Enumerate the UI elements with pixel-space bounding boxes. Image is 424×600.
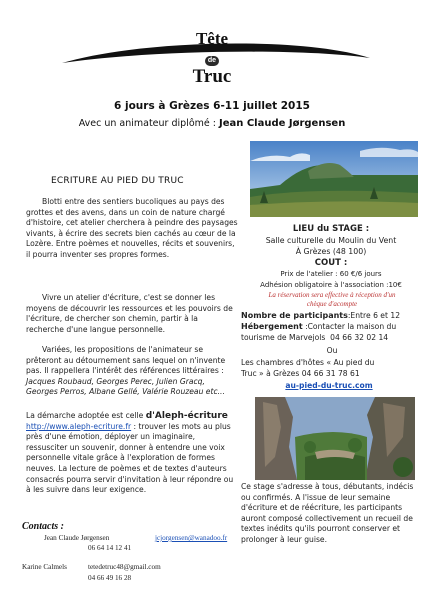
hebergement-line [241, 322, 424, 331]
chambres-line2: Truc » à Grèzes 04 66 31 78 61 [241, 369, 360, 378]
atelier-paragraph: Vivre un atelier d'écriture, c'est se donner les moyens de découvrir les ressources et les pouvoirs de l'écriture, de chercher son chemin, partir à la recherche d'une langue personnelle. [26, 293, 233, 334]
hebergement-label: Hébergement [241, 322, 303, 331]
lieu-line1: Salle culturelle du Moulin du Vent [265, 236, 397, 245]
tourisme-phone: 04 66 32 02 14 [330, 333, 389, 342]
landscape-photo [250, 141, 418, 217]
cout-adhesion: Adhésion obligatoire à l'association :10€ [260, 281, 402, 289]
contacts-heading: Contacts : [22, 521, 64, 532]
contact1-phone: 06 64 14 12 41 [88, 544, 132, 552]
participants-line [241, 311, 424, 320]
ou-separator: Ou [326, 346, 338, 355]
contact2-email: tetedetruc48@gmail.com [88, 563, 161, 571]
contact2-name: Karine Calmels [22, 563, 67, 571]
lieu-line2: À Grèzes (48 100) [295, 247, 367, 256]
demarche-paragraph [26, 411, 238, 496]
demarche-prefix: La démarche adoptée est celle [26, 411, 146, 420]
canyon-photo [255, 397, 415, 480]
cout-heading: COUT : [314, 258, 348, 268]
tete-de-truc-logo [180, 30, 244, 90]
page-subtitle [0, 118, 424, 129]
chambres-line1: Les chambres d'hôtes « Au pied du [241, 358, 375, 367]
cout-price: Prix de l'atelier : 60 €/6 jours [280, 270, 382, 278]
lieu-heading: LIEU du STAGE : [292, 224, 370, 234]
propositions-text: Variées, les propositions de l'animateur se prêteront au détournement sans lequel on n'invente pas. Il rappellera l'intérêt des références littéraires : [26, 345, 226, 376]
aleph-link[interactable]: http://www.aleph-ecriture.fr [26, 421, 132, 431]
authors-list: Jacques Roubaud, Georges Perec, Julien Gracq, Georges Perros, Albane Gellé, Valérie Rouzeau etc... [26, 376, 225, 397]
intro-paragraph: Blotti entre des sentiers bucoliques au pays des grottes et des avens, dans un coin de nature chargé d'histoire, cet atelier cherchera à peindre des paysages vivants, à écrire des secrets bien cachés au cœur de la Lozère. Entre poèmes et nouvelles, récits et souvenirs, il pourra inventer ses propres formes. [26, 197, 238, 259]
stage-description: Ce stage s'adresse à tous, débutants, indécis ou confirmés. A l'issue de leur semaine d'écriture et de réécriture, les participants auront composé collectivement un recueil de textes inédits qu'ils pourront conserver et prolonger à leur guise. [241, 482, 414, 544]
animator-name: Jean Claude Jørgensen [218, 118, 346, 129]
propositions-paragraph [26, 345, 238, 398]
participants-label: Nombre de participants [241, 311, 348, 320]
logo-badge: de [205, 56, 219, 66]
contact1-name: Jean Claude Jørgensen [44, 534, 110, 542]
chambres-link-wrap [240, 381, 418, 390]
aleph-brand: d'Aleph-écriture [145, 411, 228, 421]
contact2-phone: 04 66 49 16 28 [88, 574, 132, 582]
page-title: 6 jours à Grèzes 6-11 juillet 2015 [114, 100, 310, 112]
section-title: ECRITURE AU PIED DU TRUC [51, 176, 184, 186]
logo-line3: Truc [192, 66, 232, 87]
tourisme-line [241, 333, 424, 342]
logo-line1: Tête [195, 29, 229, 48]
subtitle-prefix: Avec un animateur diplômé : [78, 118, 219, 129]
demarche-text: : trouver les mots au plus près d'une émotion, déployer un imaginaire, ressusciter un souvenir, donner à entendre une voix personnelle vitale grâce à l'exploration de formes neuves. La lecture de poèmes et de textes d'auteurs consacrés pourra servir d'invitation à leur répondre ou à les suivre dans leur exigence. [26, 421, 234, 495]
au-pied-du-truc-link[interactable]: au-pied-du-truc.com [285, 381, 373, 390]
contact1-email[interactable]: jcjorgensen@wanadoo.fr [155, 534, 228, 542]
tourisme-name: tourisme de Marvejols [241, 333, 326, 342]
hebergement-text: :Contacter la maison du [302, 322, 397, 331]
reservation-note: La réservation sera effective à réception d'un chèque d'acompte [268, 291, 396, 308]
participants-value: :Entre 6 et 12 [347, 311, 401, 320]
